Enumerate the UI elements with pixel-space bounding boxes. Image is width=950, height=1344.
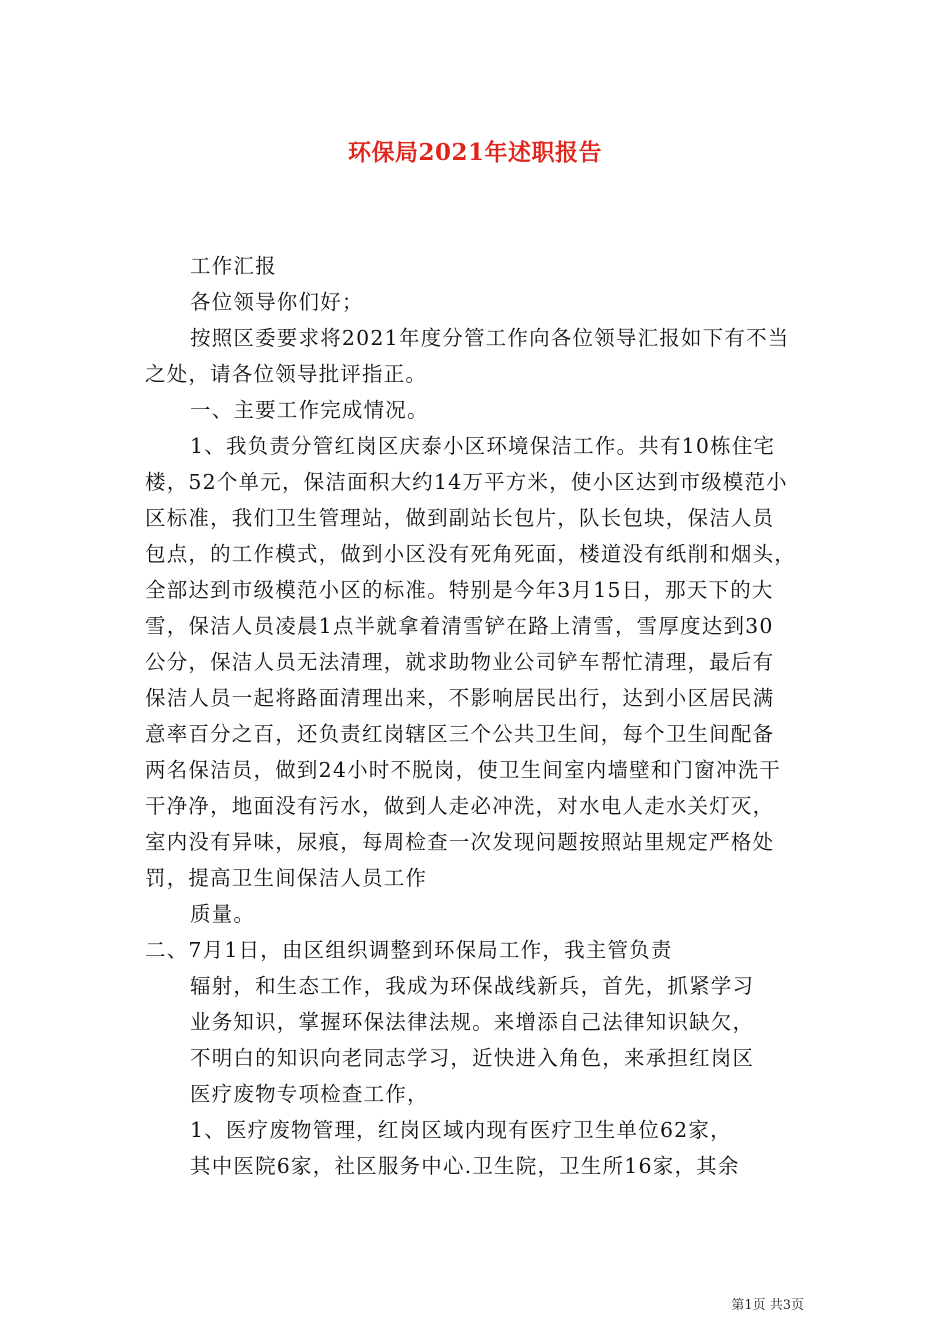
body-line: 质量。 [190,902,256,926]
body-line: 区标准，我们卫生管理站，做到副站长包片，队长包块，保洁人员 [145,506,775,530]
body-line: 医疗废物专项检查工作， [190,1082,429,1106]
body-line: 二、7月1日，由区组织调整到环保局工作，我主管负责 [145,938,673,962]
body-line: 按照区委要求将2021年度分管工作向各位领导汇报如下有不当 [190,326,790,350]
body-line: 雪，保洁人员凌晨1点半就拿着清雪铲在路上清雪，雪厚度达到30 [145,614,774,638]
body-line: 保洁人员一起将路面清理出来，不影响居民出行，达到小区居民满 [145,686,775,710]
document-title: 环保局2021年述职报告 [347,139,602,166]
body-line: 一、主要工作完成情况。 [190,398,429,422]
body-line: 室内没有异味，尿痕，每周检查一次发现问题按照站里规定严格处 [145,830,775,854]
body-line: 楼，52个单元，保洁面积大约14万平方米，使小区达到市级模范小 [145,470,788,494]
body-line: 意率百分之百，还负责红岗辖区三个公共卫生间，每个卫生间配备 [145,722,775,746]
body-line: 罚，提高卫生间保洁人员工作 [145,866,428,890]
body-line: 两名保洁员，做到24小时不脱岗，使卫生间室内墙壁和门窗冲洗干 [145,758,782,782]
body-line: 1、我负责分管红岗区庆泰小区环境保洁工作。共有10栋住宅 [190,434,776,458]
body-line: 全部达到市级模范小区的标准。特别是今年3月15日，那天下的大 [145,578,774,602]
body-line: 包点，的工作模式，做到小区没有死角死面，楼道没有纸削和烟头， [145,542,796,566]
body-line: 工作汇报 [190,254,277,278]
body-line: 1、医疗废物管理，红岗区域内现有医疗卫生单位62家， [190,1118,732,1142]
body-line: 公分，保洁人员无法清理，就求助物业公司铲车帮忙清理，最后有 [145,650,775,674]
body-line: 之处，请各位领导批评指正。 [145,362,428,386]
body-line: 不明白的知识向老同志学习，近快进入角色，来承担红岗区 [190,1046,755,1070]
body-line: 各位领导你们好； [190,290,364,314]
body-line: 辐射，和生态工作，我成为环保战线新兵，首先，抓紧学习 [190,974,755,998]
body-line: 业务知识，掌握环保法律法规。来增添自己法律知识缺欠， [190,1010,755,1034]
body-line: 其中医院6家，社区服务中心.卫生院，卫生所16家，其余 [190,1154,740,1178]
body-line: 干净净，地面没有污水，做到人走必冲洗，对水电人走水关灯灭， [145,794,775,818]
page-indicator: 第1页 共3页 [731,1298,804,1313]
